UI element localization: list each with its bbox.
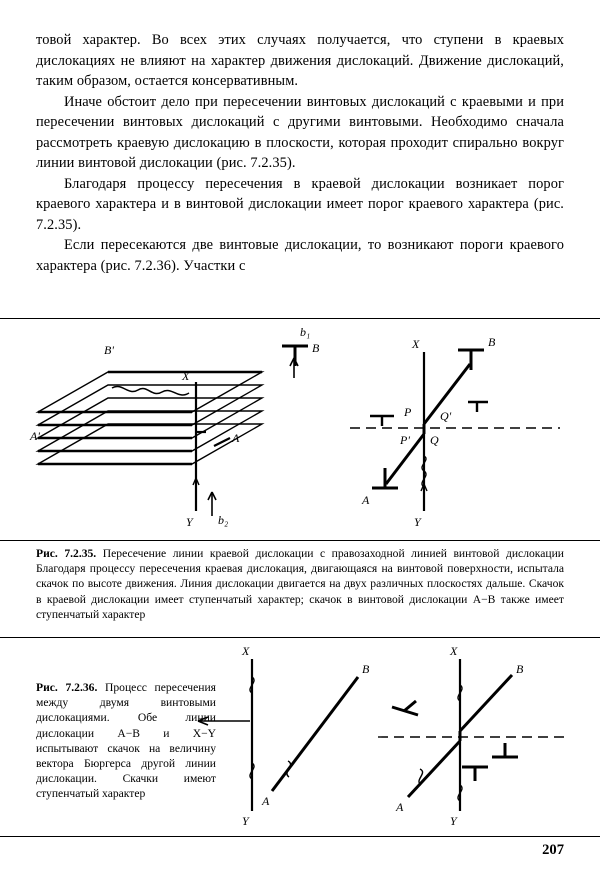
label-P: P (404, 405, 412, 419)
label-Y-fig36-right: Y (450, 814, 457, 828)
label-A-right: A (362, 493, 370, 507)
label-B-right: B (488, 335, 496, 349)
label-A-fig36-right: A (396, 800, 404, 814)
figure-rule-lower (0, 637, 600, 638)
label-X-fig36-right: X (450, 645, 458, 658)
paragraph-2: Иначе обстоит дело при пересечении винтовых дислокаций с краевыми и при пересечении винтовых дислокаций с другими винтовыми. Необходимо сначала рассмотреть краевую дислокацию в плоскости, которая проходит спирально вокруг линии винтовой дислокации (рис. 7.2.35). (36, 93, 564, 171)
label-B: B (312, 341, 320, 355)
figure-7-2-36-caption (36, 680, 216, 802)
figure-7-2-36-caption-text: Процесс пересечения между двумя винтовыми дислокациями. Обе линии дислокации A−B и X−Y испытывают скачок на величину вектора Бюргерса другой линии дислокации. Скачки имеют ступенчатый характер (36, 681, 216, 801)
label-Y-fig36-left: Y (242, 814, 249, 828)
label-Y: Y (186, 515, 193, 529)
figure-7-2-35 (0, 316, 600, 541)
paragraph-3: Благодаря процессу пересечения в краевой дислокации возникает порог краевого характера и в винтовой дислокации имеет порог краевого характера (рис. 7.2.35). (36, 175, 564, 233)
label-P-prime: P' (400, 433, 410, 447)
paragraph-1: товой характер. Во всех этих случаях получается, что ступени в краевых дислокациях не влияют на характер движения дислокаций. Движение дислокаций, таким образом, остается консервативным. (36, 32, 564, 89)
figure-7-2-35-caption-text: Пересечение линии краевой дислокации с правозаходной линией винтовой дислокации Благодаря процессу пересечения краевая дислокация, двигающаяся на винтовой поверхности, испытала скачок по высоте движения. Линия дислокации двигается на двух различных плоскостях дальше. Скачок в краевой дислокации имеет ступенчатый характер; скачок в винтовой дислокации A−B также имеет ступенчатый характер (36, 547, 565, 621)
body-text (36, 30, 564, 276)
label-B-fig36-right: B (516, 662, 524, 676)
figure-7-2-35-caption (36, 546, 564, 622)
label-b1: b₁ (300, 325, 311, 339)
label-Q-prime: Q' (440, 409, 452, 423)
label-A-prime: A' (30, 429, 40, 443)
label-X-right: X (412, 337, 420, 351)
figure-rule-bottom (0, 836, 600, 837)
label-b2: b₂ (218, 513, 229, 527)
label-A: A (232, 431, 240, 445)
page-number: 207 (542, 842, 564, 858)
label-Q: Q (430, 433, 439, 447)
figure-7-2-36-caption-label: Рис. 7.2.36. (36, 681, 98, 694)
label-X: X (182, 369, 190, 383)
label-A-fig36-left: A (262, 794, 270, 808)
label-B-prime: B' (104, 343, 114, 357)
label-Y-right: Y (414, 515, 421, 529)
label-B-fig36-left: B (362, 662, 370, 676)
label-X-fig36-left: X (242, 645, 250, 658)
figure-7-2-35-caption-label: Рис. 7.2.35. (36, 547, 97, 560)
paragraph-4: Если пересекаются две винтовые дислокации, то возникают пороги краевого характера (рис. 7.2.36). Участки с (36, 237, 564, 274)
figure-7-2-35-graphic (0, 316, 600, 541)
